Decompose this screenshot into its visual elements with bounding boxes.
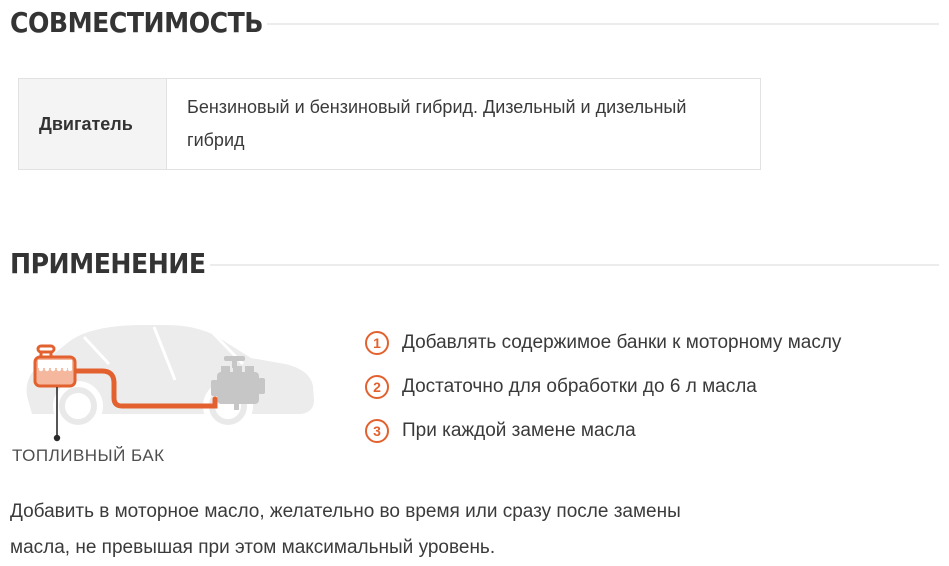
usage-note: Добавить в моторное масло, желательно во время или сразу после замены масла, не превышая при этом максимальный уровень.: [10, 501, 681, 558]
compatibility-header: [10, 8, 939, 38]
step-number-badge: 3: [365, 419, 389, 443]
divider-line: [267, 23, 939, 25]
application-steps: [365, 312, 841, 466]
step-text: Добавлять содержимое банки к моторному маслу: [402, 332, 842, 353]
car-silhouette-icon: [12, 312, 342, 444]
step-number-badge: 2: [365, 375, 389, 399]
step-number-badge: 1: [365, 331, 389, 355]
step-item: [365, 375, 841, 399]
application-content: [10, 312, 939, 466]
engine-row-value: Бензиновый и бензиновый гибрид. Дизельный и дизельный гибрид: [167, 79, 761, 170]
table-row: [19, 79, 761, 170]
step-text: Достаточно для обработки до 6 л масла: [402, 376, 757, 397]
step-item: [365, 331, 841, 355]
application-header: [10, 249, 939, 279]
divider-line: [210, 264, 939, 266]
step-text: При каждой замене масла: [402, 420, 636, 441]
compatibility-table: [18, 78, 761, 170]
application-title: ПРИМЕНЕНИЕ: [10, 247, 206, 280]
fuel-tank-label: ТОПЛИВНЫЙ БАК: [12, 446, 165, 465]
compatibility-title: СОВМЕСТИМОСТЬ: [10, 6, 263, 39]
step-item: [365, 419, 841, 443]
engine-row-header: Двигатель: [19, 79, 167, 170]
car-diagram: [12, 312, 348, 466]
